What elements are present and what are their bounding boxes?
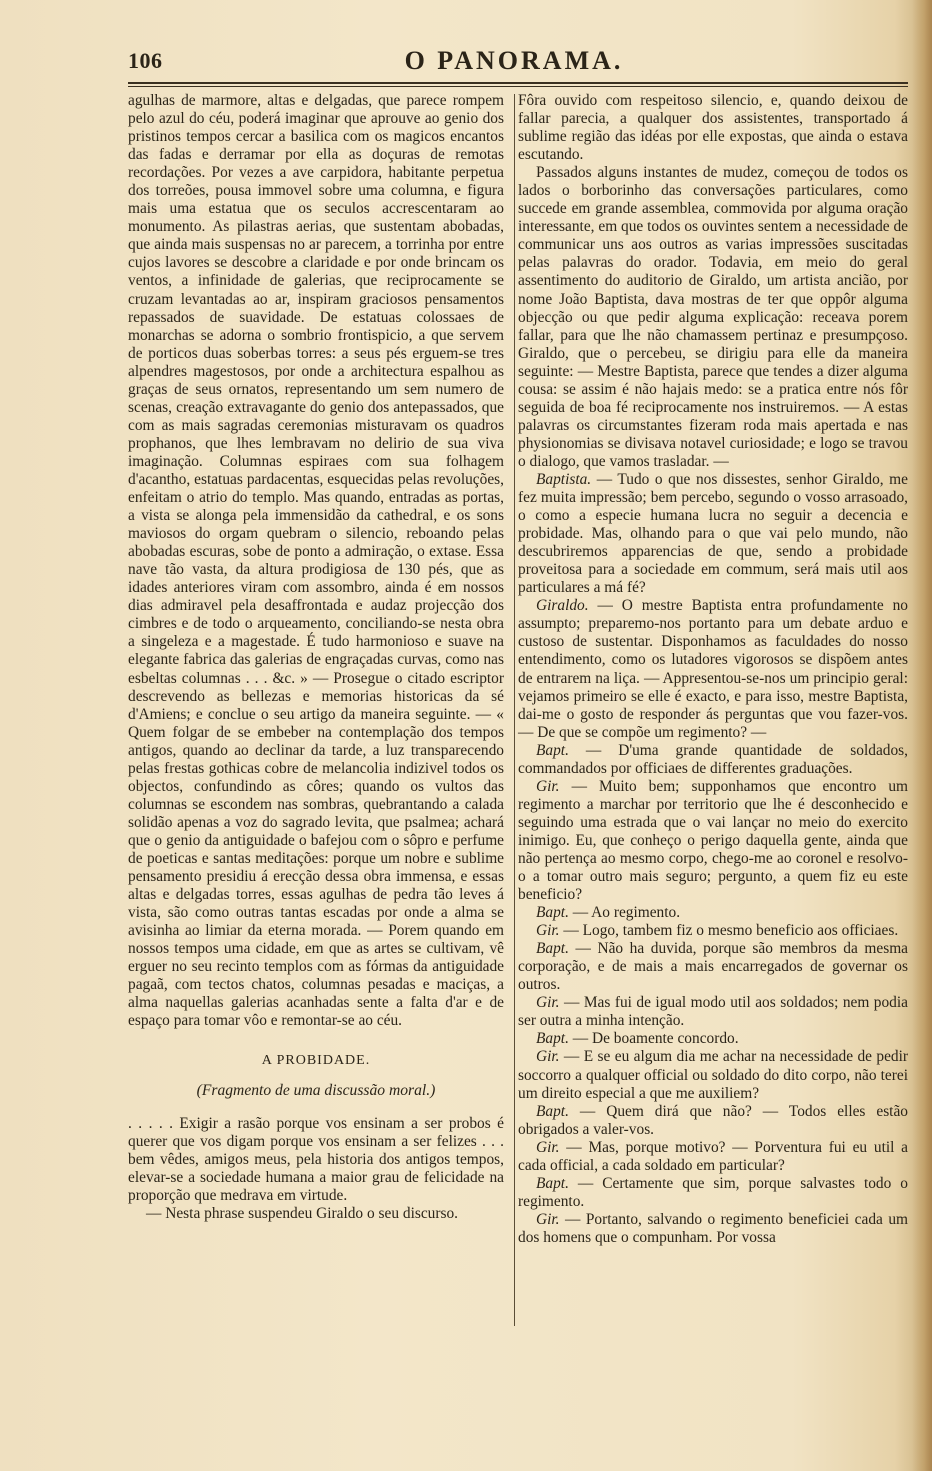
- header-rule-thin: [128, 86, 908, 87]
- paragraph-text: — Ao regimento.: [568, 904, 681, 922]
- dialogue-paragraph: [518, 471, 908, 597]
- dialogue-paragraph: [518, 1139, 908, 1175]
- body-paragraph: agulhas de marmore, altas e delgadas, que parece rompem pelo azul do céu, poderá imaginar que aprouve ao genio dos pristinos tempos cercar a basilica com os magicos encantos das fadas e derramar por ella as doçuras de remotas recordações. Por vezes a ave carpidora, habitante perpetua dos torreões, pousa immovel sobre uma columna, e figura mais uma estatua que os seculos accrescentaram ao monumento. As pilastras aerias, que sustentam abobadas, que ainda mais suspensas no ar parecem, a torrinha por entre cujos lavores se descobre a claridade e por onde brincam os ventos, a infinidade de galerias, que reciprocamente se cruzam levantadas ao ar, inspiram graciosos pensamentos repassados de suavidade. De estatuas colossaes de monarchas se adorna o sombrio frontispicio, a que servem de porticos duas soberbas torres: a seus pés erguem-se tres alpendres magestosos, por onde a architectura espalhou as graças de seus ornatos, representando um sem numero de scenas, creação extravagante do genio dos antepassados, que com as mais sagradas ceremonias misturavam os quadros prophanos, que lhes lembravam no delirio de sua viva imaginação. Columnas espiraes com sua folhagem d'acantho, estatuas pardacentas, esquecidas pelas revoluções, enfeitam o atrio do templo. Mas quando, entradas as portas, a vista se alonga pela immensidão da cathedral, e os sons maviosos do orgam quebram o silencio, reboando pelas abobadas escuras, sobe de ponto a admiração, o extase. Essa nave tão vasta, da altura prodigiosa de 130 pés, que as idades anteriores viram com assombro, ainda é em nossos dias admiravel pela desaffrontada e audaz projecção dos cimbres e de todo o arqueamento, conciliando-se nesta obra a singeleza e a magestade. É tudo harmonioso e suave na elegante fabrica das galerias de engraçadas curvas, como nas esbeltas columnas . . . &c. » — Prosegue o citado escriptor descrevendo as bellezas e memorias historicas da sé d'Amiens; e conclue o seu artigo da maneira seguinte. — « Quem folgar de se embeber na contemplação dos tempos antigos, quando ao declinar da tarde, a luz transparecendo pelas frestas gothicas cobre de melancolia indizivel todos os objectos, confundindo as côres; quando os vultos das columnas se escondem nas sombras, quebrantando a calada solidão apenas a voz do sagrado levita, que psalmea; achará que o genio da antiguidade o bafejou com o sôpro e perfume de poeticas e santas meditações: porque um nobre e sublime pensamento presidiu á erecção dessa obra immensa, e essas altas e delgadas torres, essas agulhas de pedra tão leves á vista, são como outras tantas escadas por onde a alma se avisinha ao limiar da eterna morada. — Porem quando em nossos tempos uma cidade, em que as artes se cultivam, vê erguer no seu recinto templos com as fórmas da antiguidade pagaã, com tectos chatos, columnas pesadas e maciças, a alma naquellas galerias acanhadas sente a falta d'ar e de espaço para tomar vôo e remontar-se ao céu.: [128, 92, 504, 1030]
- dialogue-paragraph: [518, 1048, 908, 1102]
- speaker-label: Bapt.: [536, 1102, 569, 1120]
- dialogue-paragraph: [518, 742, 908, 778]
- paragraph-text: — De boamente concordo.: [568, 1030, 739, 1048]
- right-column: [518, 92, 908, 1247]
- speaker-label: Bapt.: [536, 940, 569, 958]
- paragraph-text: — Tudo o que nos dissestes, senhor Giraldo, me fez muita impressão; bem percebo, segundo o vosso arrasoado, o como a especie humana lucra no seguir a decencia e probidade. Mas, olhando para o que vai pelo mundo, não descubriremos apparencias de que, sendo a probidade proveitosa para a sociedade em commum, será mais util aos particulares a má fé?: [518, 470, 908, 597]
- dialogue-paragraph: [518, 92, 908, 164]
- paragraph-text: — Muito bem; supponhamos que encontro um regimento a marchar por territorio que lhe é desconhecido e seguindo uma estrada que o vai lançar no meio do exercito inimigo. Eu, que conheço o perigo daquella gente, ainda que não pertença ao mesmo corpo, chego-me ao coronel e resolvo-o a tomar outro mais seguro; pergunto, a quem fiz eu este beneficio?: [518, 777, 908, 904]
- speaker-label: Gir.: [536, 1138, 560, 1156]
- page-header: [128, 44, 900, 80]
- dialogue-paragraph: [518, 1103, 908, 1139]
- section-title: A PROBIDADE.: [261, 1053, 371, 1069]
- speaker-label: Gir.: [536, 1210, 560, 1228]
- paragraph-text: — Certamente que sim, porque salvastes todo o regimento.: [518, 1174, 908, 1210]
- speaker-label: Gir.: [536, 994, 560, 1012]
- dialogue-paragraph: [518, 1211, 908, 1247]
- column-divider: [514, 94, 515, 1326]
- running-title: O PANORAMA.: [404, 46, 624, 75]
- dialogue-paragraph: [518, 904, 908, 922]
- section-subtitle: (Fragmento de uma discussão moral.): [196, 1082, 436, 1100]
- dialogue-paragraph: [518, 164, 908, 471]
- paragraph-text: — E se eu algum dia me achar na necessidade de pedir soccorro a qualquer official ou soldado do dito corpo, não terei um direito especial a que me auxiliem?: [518, 1048, 908, 1102]
- paragraph-text: — D'uma grande quantidade de soldados, commandados por officiaes de differentes graduações.: [518, 741, 908, 777]
- paragraph-text: — Portanto, salvando o regimento beneficiei cada um dos homens que o compunham. Por vossa: [518, 1210, 908, 1246]
- dialogue-paragraph: [518, 1030, 908, 1048]
- speaker-label: Gir.: [536, 922, 560, 940]
- body-paragraph: . . . . . Exigir a rasão porque vos ensinam a ser probos é querer que vos digam porque vos ensinam a ser felizes . . . bem vêdes, amigos meus, pela historia dos antigos tempos, elevar-se a sociedade humana a maior grau de felicidade na proporção que medrava em virtude.: [128, 1114, 504, 1204]
- left-column: [128, 92, 504, 1223]
- paragraph-text: — Mas, porque motivo? — Porventura fui eu util a cada official, a cada soldado em particular?: [518, 1138, 908, 1174]
- speaker-label: Gir.: [536, 1048, 560, 1066]
- dialogue-paragraph: [518, 994, 908, 1030]
- paragraph-text: Passados alguns instantes de mudez, começou de todos os lados o borborinho das conversações particulares, como succede em grande assemblea, commovida por alguma oração interessante, em que todos os ouvintes sentem a necessidade de communicar uns aos outros as varias impressões suscitadas pelas palavras do orador. Todavia, em meio do geral assentimento do auditorio de Giraldo, um artista ancião, por nome João Baptista, dava mostras de ter que oppôr alguma objecção ou que pedir alguma explicação: receava porem fallar, para que lhe não chamassem pertinaz e presumpçoso. Giraldo, que o percebeu, se dirigiu para elle da maneira seguinte: — Mestre Baptista, parece que tendes a dizer alguma cousa: se assim é não hajais medo: se a pratica entre nós fôr seguida de boa fé reciprocamente nos instruiremos. — A estas palavras os circumstantes fizeram roda mais apertada e nas physionomias se divisava notavel curiosidade; e logo se travou o dialogo, que vamos trasladar. —: [518, 164, 908, 470]
- paragraph-text: — Logo, tambem fiz o mesmo beneficio aos officiaes.: [559, 922, 899, 940]
- paragraph-text: — Mas fui de igual modo util aos soldados; nem podia ser outra a minha intenção.: [518, 994, 908, 1030]
- speaker-label: Giraldo.: [536, 597, 589, 615]
- speaker-label: Bapt.: [536, 1030, 569, 1048]
- paragraph-text: — Quem dirá que não? — Todos elles estão obrigados a valer-vos.: [518, 1102, 908, 1138]
- dialogue-paragraph: [518, 1175, 908, 1211]
- body-paragraph: — Nesta phrase suspendeu Giraldo o seu discurso.: [146, 1204, 459, 1222]
- page-edge-shadow: [912, 0, 932, 1471]
- header-rule: [128, 82, 908, 84]
- speaker-label: Bapt.: [536, 1174, 569, 1192]
- speaker-label: Bapt.: [536, 904, 569, 922]
- dialogue-paragraph: [518, 922, 908, 940]
- paragraph-text: — O mestre Baptista entra profundamente no assumpto; preparemo-nos portanto para um debate arduo e custoso de sustentar. Disponhamos as faculdades do nosso entendimento, como os lutadores vigorosos se dispõem antes de entrarem na liça. — Appresentou-se-nos um principio geral: vejamos primeiro se elle é exacto, e para isso, mestre Baptista, dai-me o gosto de responder ás perguntas que vou fazer-vos. — De que se compõe um regimento? —: [518, 597, 908, 741]
- dialogue-paragraph: [518, 940, 908, 994]
- page-number: 106: [128, 48, 163, 73]
- speaker-label: Gir.: [536, 777, 560, 795]
- dialogue-paragraph: [518, 597, 908, 741]
- paragraph-text: — Não ha duvida, porque são membros da mesma corporação, e de mais a mais encarregados de governar os outros.: [518, 940, 908, 994]
- speaker-label: Bapt.: [536, 741, 569, 759]
- paragraph-text: Fôra ouvido com respeitoso silencio, e, quando deixou de fallar parecia, a qualquer dos assistentes, transportado á sublime região das idéas por elle expostas, que ainda o estava escutando.: [518, 92, 908, 164]
- speaker-label: Baptista.: [536, 470, 592, 488]
- dialogue-paragraph: [518, 778, 908, 904]
